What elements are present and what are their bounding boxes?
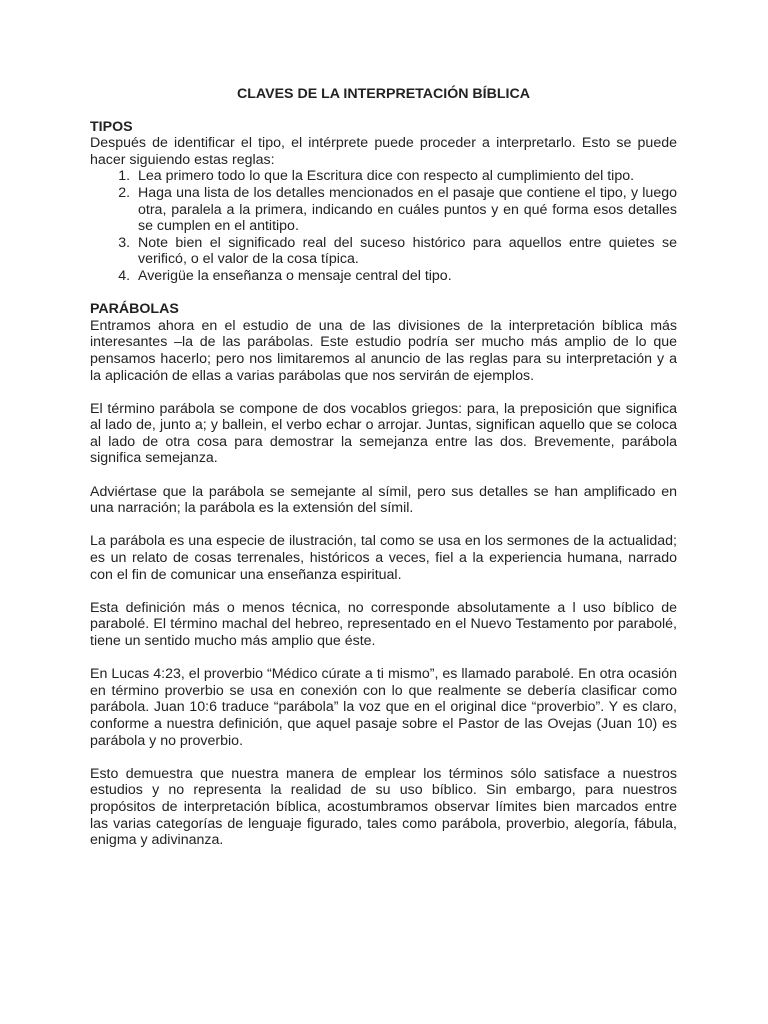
page-title: CLAVES DE LA INTERPRETACIÓN BÍBLICA: [237, 86, 530, 102]
paragraph: Entramos ahora en el estudio de una de las divisiones de la interpretación bíblica más interesantes –la de las parábolas. Este estudio podría ser mucho más amplio de lo que pensamos hacerlo; pero nos limitaremos al anuncio de las reglas para su interpretación y a la aplicación de ellas a varias parábolas que nos servirán de ejemplos.: [90, 317, 677, 384]
paragraph: Esta definición más o menos técnica, no corresponde absolutamente a l uso bíblico de parabolé. El término machal del hebreo, representado en el Nuevo Testamento por parabolé, tiene un sentido mucho más amplio que éste.: [90, 599, 677, 649]
tipos-rules-list: [90, 168, 677, 284]
list-item: 3. Note bien el significado real del suceso histórico para aquellos entre quietes se verificó, o el valor de la cosa típica.: [134, 235, 677, 268]
paragraph: Adviértase que la parábola se semejante al símil, pero sus detalles se han amplificado en una narración; la parábola es la extensión del símil.: [90, 483, 677, 517]
document-page: [90, 86, 677, 865]
section-heading-tipos: TIPOS: [90, 118, 133, 135]
list-item: 4. Averigüe la enseñanza o mensaje central del tipo.: [134, 268, 677, 285]
paragraph: La parábola es una especie de ilustración, tal como se usa en los sermones de la actualidad; es un relato de cosas terrenales, históricos a veces, fiel a la experiencia humana, narrado con el fin de comunicar una enseñanza espiritual.: [90, 533, 677, 583]
section-heading-parabolas: PARÁBOLAS: [90, 301, 179, 318]
paragraph: El término parábola se compone de dos vocablos griegos: para, la preposición que significa al lado de, junto a; y ballein, el verbo echar o arrojar. Juntas, significan aquello que se coloca al lado de otra cosa para demostrar la semejanza entre las dos. Brevemente, parábola significa semejanza.: [90, 400, 677, 467]
tipos-intro: Después de identificar el tipo, el intérprete puede proceder a interpretarlo. Esto se puede hacer siguiendo estas reglas:: [90, 135, 677, 168]
list-item: 1. Lea primero todo lo que la Escritura dice con respecto al cumplimiento del tipo.: [134, 168, 677, 185]
paragraph: En Lucas 4:23, el proverbio “Médico cúrate a ti mismo”, es llamado parabolé. En otra ocasión en término proverbio se usa en conexión con lo que realmente se debería clasificar como parábola. Juan 10:6 traduce “parábola” la voz que en el original dice “proverbio”. Y es claro, conforme a nuestra definición, que aquel pasaje sobre el Pastor de las Ovejas (Juan 10) es parábola y no proverbio.: [90, 666, 677, 749]
paragraph: Esto demuestra que nuestra manera de emplear los términos sólo satisface a nuestros estudios y no representa la realidad de su uso bíblico. Sin embargo, para nuestros propósitos de interpretación bíblica, acostumbramos observar límites bien marcados entre las varias categorías de lenguaje figurado, tales como parábola, proverbio, alegoría, fábula, enigma y adivinanza.: [90, 765, 677, 849]
list-item: 2. Haga una lista de los detalles mencionados en el pasaje que contiene el tipo, y luego otra, paralela a la primera, indicando en cuáles puntos y en qué forma esos detalles se cumplen en el antitipo.: [134, 185, 677, 235]
